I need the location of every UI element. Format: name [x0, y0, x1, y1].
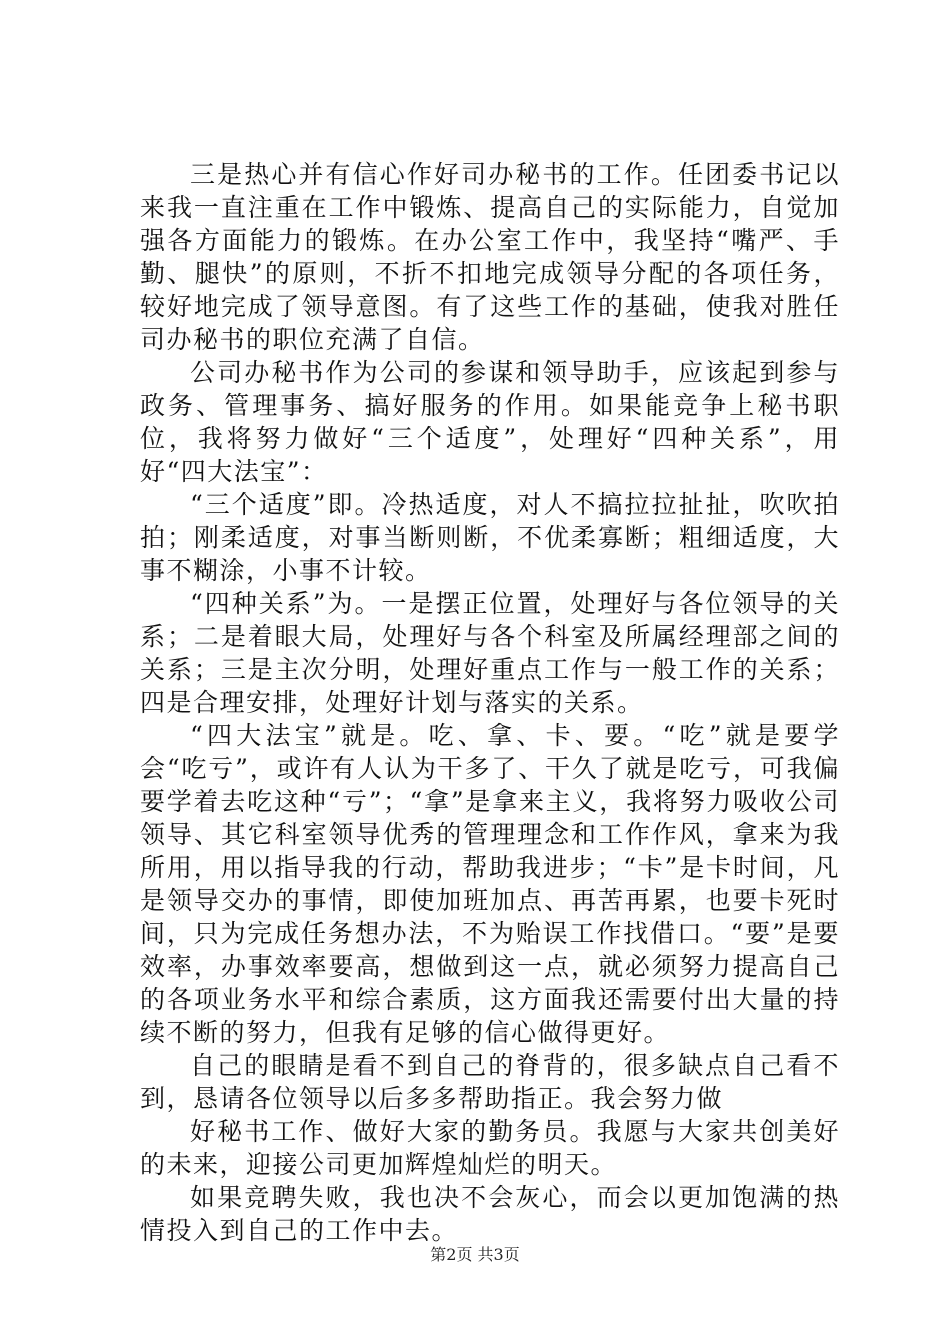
document-body: [140, 158, 840, 1247]
paragraph-three-moderations: “三个适度”即。冷热适度，对人不搞拉拉扯扯，吹吹拍拍；刚柔适度，对事当断则断，不优柔寡断；粗细适度，大事不糊涂，小事不计较。: [140, 490, 840, 585]
paragraph-qualification: 三是热心并有信心作好司办秘书的工作。任团委书记以来我一直注重在工作中锻炼、提高自己的实际能力，自觉加强各方面能力的锻炼。在办公室工作中，我坚持“嘴严、手勤、腿快”的原则，不折不扣地完成领导分配的各项任务，较好地完成了领导意图。有了这些工作的基础，使我对胜任司办秘书的职位充满了自信。: [140, 160, 840, 354]
paragraph-commitment: 好秘书工作、做好大家的勤务员。我愿与大家共创美好的未来，迎接公司更加辉煌灿烂的明天。: [140, 1117, 840, 1179]
paragraph-secretary-role: 公司办秘书作为公司的参谋和领导助手，应该起到参与政务、管理事务、搞好服务的作用。如果能竞争上秘书职位，我将努力做好“三个适度”，处理好“四种关系”，用好“四大法宝”：: [140, 358, 840, 486]
paragraph-self-reflection: 自己的眼睛是看不到自己的脊背的，很多缺点自己看不到，恳请各位领导以后多多帮助指正。我会努力做: [140, 1051, 840, 1113]
paragraph-closing: 如果竞聘失败，我也决不会灰心，而会以更加饱满的热情投入到自己的工作中去。: [140, 1183, 840, 1245]
page-number-footer: 第2页 共3页: [430, 1245, 520, 1264]
paragraph-four-treasures: “四大法宝”就是。吃、拿、卡、要。“吃”就是要学会“吃亏”，或许有人认为干多了、干久了就是吃亏，可我偏要学着去吃这种“亏”；“拿”是拿来主义，我将努力吸收公司领导、其它科室领导优秀的管理理念和工作作风，拿来为我所用，用以指导我的行动，帮助我进步；“卡”是卡时间，凡是领导交办的事情，即使加班加点、再苦再累，也要卡死时间，只为完成任务想办法，不为贻误工作找借口。“要”是要效率，办事效率要高，想做到这一点，就必须努力提高自己的各项业务水平和综合素质，这方面我还需要付出大量的持续不断的努力，但我有足够的信心做得更好。: [140, 721, 840, 1047]
paragraph-four-relations: “四种关系”为。一是摆正位置，处理好与各位领导的关系；二是着眼大局，处理好与各个科室及所属经理部之间的关系；三是主次分明，处理好重点工作与一般工作的关系；四是合理安排，处理好计划与落实的关系。: [140, 589, 840, 717]
